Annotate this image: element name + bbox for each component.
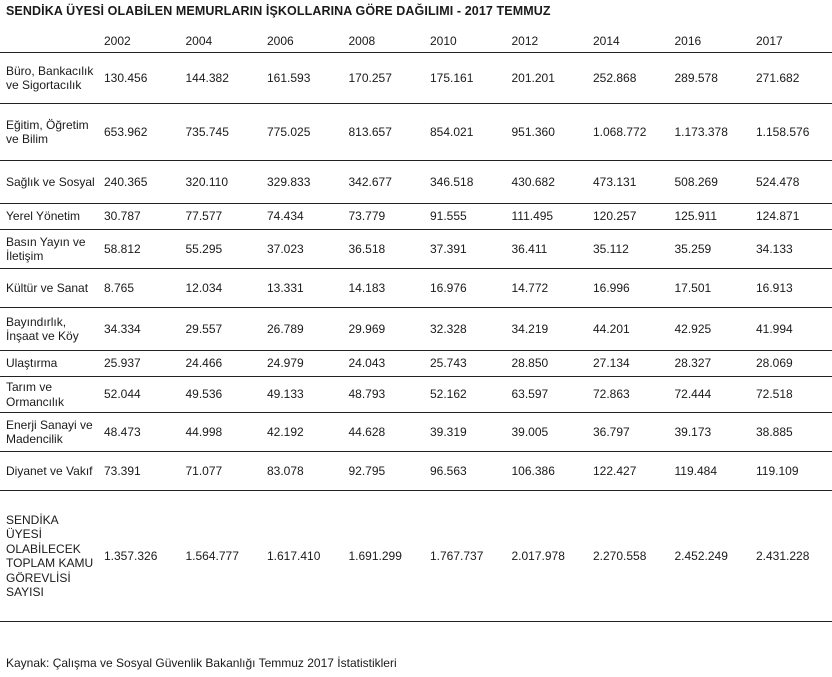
value-cell: 74.434 xyxy=(261,204,343,230)
table-row xyxy=(0,230,832,269)
value-cell: 161.593 xyxy=(261,53,343,104)
value-cell: 2.017.978 xyxy=(506,491,588,622)
row-label: Yerel Yönetim xyxy=(0,204,98,230)
value-cell: 72.444 xyxy=(669,377,751,413)
value-cell: 119.109 xyxy=(750,452,832,491)
table-row xyxy=(0,161,832,204)
value-cell: 24.466 xyxy=(180,351,262,377)
table-row xyxy=(0,204,832,230)
year-header: 2010 xyxy=(424,30,506,53)
value-cell: 37.023 xyxy=(261,230,343,269)
value-cell: 39.173 xyxy=(669,413,751,452)
table-row xyxy=(0,104,832,161)
value-cell: 28.327 xyxy=(669,351,751,377)
value-cell: 775.025 xyxy=(261,104,343,161)
year-header: 2016 xyxy=(669,30,751,53)
year-header: 2008 xyxy=(343,30,425,53)
table-title: SENDİKA ÜYESİ OLABİLEN MEMURLARIN İŞKOLLARINA GÖRE DAĞILIMI - 2017 TEMMUZ xyxy=(6,4,551,18)
value-cell: 29.557 xyxy=(180,308,262,351)
value-cell: 44.201 xyxy=(587,308,669,351)
value-cell: 30.787 xyxy=(98,204,180,230)
value-cell: 271.682 xyxy=(750,53,832,104)
value-cell: 55.295 xyxy=(180,230,262,269)
data-table xyxy=(0,30,832,622)
value-cell: 42.925 xyxy=(669,308,751,351)
value-cell: 1.767.737 xyxy=(424,491,506,622)
value-cell: 430.682 xyxy=(506,161,588,204)
value-cell: 240.365 xyxy=(98,161,180,204)
value-cell: 120.257 xyxy=(587,204,669,230)
value-cell: 14.183 xyxy=(343,269,425,308)
value-cell: 735.745 xyxy=(180,104,262,161)
value-cell: 26.789 xyxy=(261,308,343,351)
value-cell: 73.391 xyxy=(98,452,180,491)
value-cell: 72.863 xyxy=(587,377,669,413)
year-header: 2004 xyxy=(180,30,262,53)
table-row xyxy=(0,491,832,622)
value-cell: 289.578 xyxy=(669,53,751,104)
value-cell: 125.911 xyxy=(669,204,751,230)
value-cell: 653.962 xyxy=(98,104,180,161)
value-cell: 36.518 xyxy=(343,230,425,269)
value-cell: 28.069 xyxy=(750,351,832,377)
value-cell: 77.577 xyxy=(180,204,262,230)
value-cell: 1.357.326 xyxy=(98,491,180,622)
table-row xyxy=(0,452,832,491)
table-row xyxy=(0,308,832,351)
table-body xyxy=(0,53,832,622)
header-label-cell xyxy=(0,30,98,53)
value-cell: 44.628 xyxy=(343,413,425,452)
value-cell: 1.173.378 xyxy=(669,104,751,161)
value-cell: 17.501 xyxy=(669,269,751,308)
value-cell: 1.158.576 xyxy=(750,104,832,161)
table-row xyxy=(0,413,832,452)
table-row xyxy=(0,269,832,308)
value-cell: 2.270.558 xyxy=(587,491,669,622)
value-cell: 144.382 xyxy=(180,53,262,104)
row-label: Tarım ve Ormancılık xyxy=(0,377,98,413)
value-cell: 1.691.299 xyxy=(343,491,425,622)
value-cell: 13.331 xyxy=(261,269,343,308)
row-label: Büro, Bankacılık ve Sigortacılık xyxy=(0,53,98,104)
value-cell: 951.360 xyxy=(506,104,588,161)
value-cell: 119.484 xyxy=(669,452,751,491)
value-cell: 130.456 xyxy=(98,53,180,104)
value-cell: 854.021 xyxy=(424,104,506,161)
value-cell: 12.034 xyxy=(180,269,262,308)
value-cell: 252.868 xyxy=(587,53,669,104)
value-cell: 1.617.410 xyxy=(261,491,343,622)
value-cell: 27.134 xyxy=(587,351,669,377)
value-cell: 1.068.772 xyxy=(587,104,669,161)
year-header: 2017 xyxy=(750,30,832,53)
value-cell: 175.161 xyxy=(424,53,506,104)
value-cell: 48.473 xyxy=(98,413,180,452)
value-cell: 473.131 xyxy=(587,161,669,204)
row-label: Kültür ve Sanat xyxy=(0,269,98,308)
value-cell: 34.133 xyxy=(750,230,832,269)
value-cell: 28.850 xyxy=(506,351,588,377)
value-cell: 201.201 xyxy=(506,53,588,104)
value-cell: 124.871 xyxy=(750,204,832,230)
value-cell: 508.269 xyxy=(669,161,751,204)
year-header: 2012 xyxy=(506,30,588,53)
value-cell: 346.518 xyxy=(424,161,506,204)
value-cell: 813.657 xyxy=(343,104,425,161)
value-cell: 111.495 xyxy=(506,204,588,230)
value-cell: 36.411 xyxy=(506,230,588,269)
value-cell: 39.319 xyxy=(424,413,506,452)
value-cell: 14.772 xyxy=(506,269,588,308)
value-cell: 48.793 xyxy=(343,377,425,413)
value-cell: 24.979 xyxy=(261,351,343,377)
value-cell: 49.133 xyxy=(261,377,343,413)
value-cell: 29.969 xyxy=(343,308,425,351)
value-cell: 2.452.249 xyxy=(669,491,751,622)
value-cell: 34.334 xyxy=(98,308,180,351)
value-cell: 2.431.228 xyxy=(750,491,832,622)
value-cell: 16.996 xyxy=(587,269,669,308)
value-cell: 41.994 xyxy=(750,308,832,351)
row-label: SENDİKA ÜYESİ OLABİLECEK TOPLAM KAMU GÖREVLİSİ SAYISI xyxy=(0,491,98,622)
value-cell: 63.597 xyxy=(506,377,588,413)
value-cell: 49.536 xyxy=(180,377,262,413)
value-cell: 37.391 xyxy=(424,230,506,269)
row-label: Sağlık ve Sosyal xyxy=(0,161,98,204)
value-cell: 52.044 xyxy=(98,377,180,413)
value-cell: 52.162 xyxy=(424,377,506,413)
value-cell: 32.328 xyxy=(424,308,506,351)
value-cell: 38.885 xyxy=(750,413,832,452)
value-cell: 34.219 xyxy=(506,308,588,351)
value-cell: 44.998 xyxy=(180,413,262,452)
value-cell: 1.564.777 xyxy=(180,491,262,622)
year-header: 2014 xyxy=(587,30,669,53)
value-cell: 25.937 xyxy=(98,351,180,377)
row-label: Basın Yayın ve İletişim xyxy=(0,230,98,269)
table-row xyxy=(0,377,832,413)
value-cell: 36.797 xyxy=(587,413,669,452)
value-cell: 524.478 xyxy=(750,161,832,204)
value-cell: 91.555 xyxy=(424,204,506,230)
value-cell: 16.913 xyxy=(750,269,832,308)
value-cell: 73.779 xyxy=(343,204,425,230)
value-cell: 42.192 xyxy=(261,413,343,452)
year-header: 2002 xyxy=(98,30,180,53)
row-label: Diyanet ve Vakıf xyxy=(0,452,98,491)
value-cell: 16.976 xyxy=(424,269,506,308)
year-header: 2006 xyxy=(261,30,343,53)
row-label: Ulaştırma xyxy=(0,351,98,377)
row-label: Enerji Sanayi ve Madencilik xyxy=(0,413,98,452)
row-label: Eğitim, Öğretim ve Bilim xyxy=(0,104,98,161)
value-cell: 35.112 xyxy=(587,230,669,269)
value-cell: 122.427 xyxy=(587,452,669,491)
value-cell: 83.078 xyxy=(261,452,343,491)
value-cell: 24.043 xyxy=(343,351,425,377)
value-cell: 92.795 xyxy=(343,452,425,491)
value-cell: 329.833 xyxy=(261,161,343,204)
value-cell: 71.077 xyxy=(180,452,262,491)
table-row xyxy=(0,53,832,104)
value-cell: 39.005 xyxy=(506,413,588,452)
value-cell: 96.563 xyxy=(424,452,506,491)
value-cell: 72.518 xyxy=(750,377,832,413)
value-cell: 170.257 xyxy=(343,53,425,104)
row-label: Bayındırlık, İnşaat ve Köy xyxy=(0,308,98,351)
value-cell: 320.110 xyxy=(180,161,262,204)
table-row xyxy=(0,351,832,377)
value-cell: 35.259 xyxy=(669,230,751,269)
value-cell: 106.386 xyxy=(506,452,588,491)
value-cell: 342.677 xyxy=(343,161,425,204)
source-note: Kaynak: Çalışma ve Sosyal Güvenlik Bakanlığı Temmuz 2017 İstatistikleri xyxy=(6,656,397,670)
value-cell: 58.812 xyxy=(98,230,180,269)
header-row xyxy=(0,30,832,53)
value-cell: 8.765 xyxy=(98,269,180,308)
value-cell: 25.743 xyxy=(424,351,506,377)
